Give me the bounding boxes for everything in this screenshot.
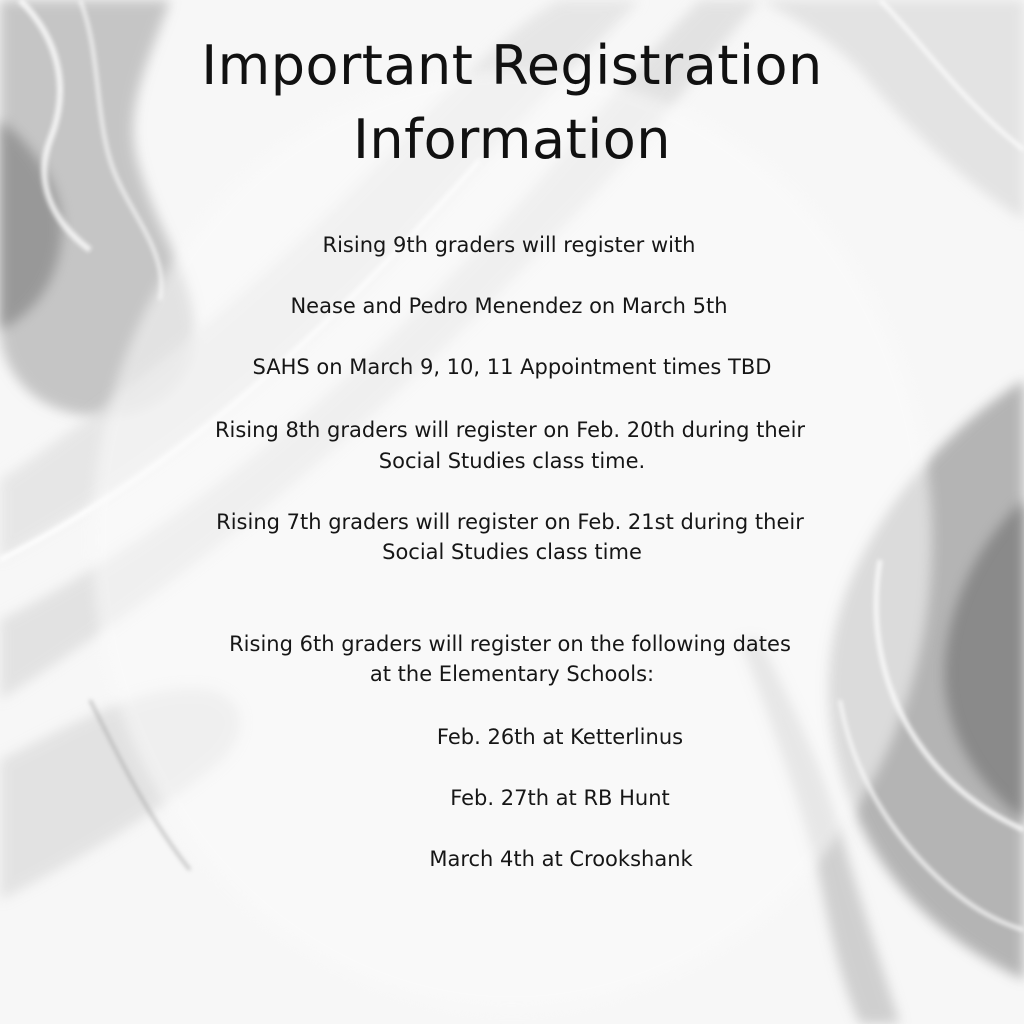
sixth-grade-date-ketterlinus: Feb. 26th at Ketterlinus (436, 725, 684, 749)
page-title-line-1: Important Registration (201, 34, 823, 97)
ninth-grade-intro: Rising 9th graders will register with (322, 233, 696, 257)
ninth-grade-nease: Nease and Pedro Menendez on March 5th (290, 294, 728, 318)
eighth-grade-line-1: Rising 8th graders will register on Feb. 20th during their (214, 418, 806, 442)
sixth-grade-line-1: Rising 6th graders will register on the following dates (229, 632, 791, 656)
sixth-grade-date-rb-hunt: Feb. 27th at RB Hunt (450, 786, 670, 810)
sixth-grade-line-2: at the Elementary Schools: (369, 662, 655, 686)
ninth-grade-sahs: SAHS on March 9, 10, 11 Appointment times TBD (252, 355, 772, 379)
seventh-grade-line-1: Rising 7th graders will register on Feb. 21st during their (216, 510, 804, 534)
seventh-grade-line-2: Social Studies class time (382, 540, 642, 564)
eighth-grade-line-2: Social Studies class time. (378, 449, 646, 473)
page-title-line-2: Information (352, 108, 672, 171)
sixth-grade-date-crookshank: March 4th at Crookshank (429, 847, 693, 871)
